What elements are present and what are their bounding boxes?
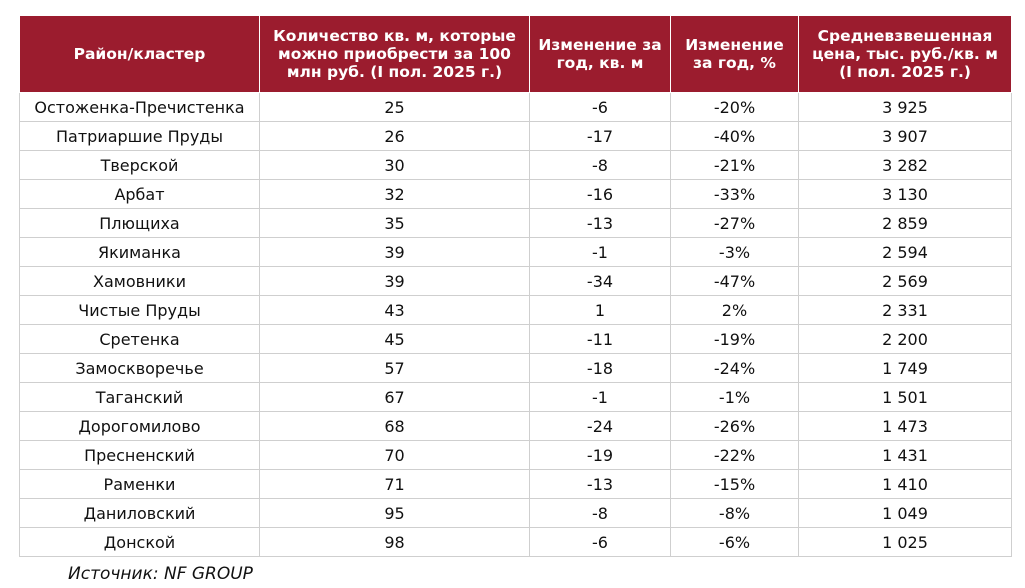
table-header [20, 16, 1012, 93]
cell-change-pct: -15% [671, 470, 799, 499]
cell-avg-price: 3 282 [799, 151, 1012, 180]
header-district: Район/кластер [20, 16, 260, 93]
cell-change-pct: -27% [671, 209, 799, 238]
cell-change-sqm: -24 [530, 412, 671, 441]
source-note: Источник: NF GROUP [68, 564, 253, 584]
cell-district: Хамовники [20, 267, 260, 296]
cell-sqm-for-100m: 67 [260, 383, 530, 412]
cell-change-pct: -40% [671, 122, 799, 151]
table-row [20, 383, 1012, 412]
cell-change-sqm: -13 [530, 470, 671, 499]
cell-avg-price: 2 200 [799, 325, 1012, 354]
cell-change-sqm: -17 [530, 122, 671, 151]
cell-change-sqm: -6 [530, 528, 671, 557]
table-body [20, 93, 1012, 557]
cell-change-pct: -1% [671, 383, 799, 412]
cell-change-pct: -26% [671, 412, 799, 441]
cell-sqm-for-100m: 39 [260, 267, 530, 296]
table-row [20, 180, 1012, 209]
cell-avg-price: 1 473 [799, 412, 1012, 441]
cell-district: Плющиха [20, 209, 260, 238]
cell-sqm-for-100m: 32 [260, 180, 530, 209]
table-row [20, 209, 1012, 238]
cell-sqm-for-100m: 39 [260, 238, 530, 267]
cell-change-sqm: -18 [530, 354, 671, 383]
cell-avg-price: 1 049 [799, 499, 1012, 528]
cell-sqm-for-100m: 35 [260, 209, 530, 238]
cell-avg-price: 3 130 [799, 180, 1012, 209]
table-row [20, 441, 1012, 470]
cell-district: Патриаршие Пруды [20, 122, 260, 151]
cell-change-sqm: -19 [530, 441, 671, 470]
cell-change-pct: -6% [671, 528, 799, 557]
cell-avg-price: 3 925 [799, 93, 1012, 122]
cell-district: Сретенка [20, 325, 260, 354]
cell-district: Чистые Пруды [20, 296, 260, 325]
cell-sqm-for-100m: 71 [260, 470, 530, 499]
cell-change-pct: -24% [671, 354, 799, 383]
table-row [20, 238, 1012, 267]
table-row [20, 93, 1012, 122]
cell-change-sqm: -8 [530, 151, 671, 180]
cell-change-pct: -33% [671, 180, 799, 209]
cell-sqm-for-100m: 95 [260, 499, 530, 528]
cell-change-sqm: -34 [530, 267, 671, 296]
cell-sqm-for-100m: 98 [260, 528, 530, 557]
cell-change-sqm: 1 [530, 296, 671, 325]
cell-change-sqm: -16 [530, 180, 671, 209]
cell-sqm-for-100m: 68 [260, 412, 530, 441]
cell-sqm-for-100m: 45 [260, 325, 530, 354]
cell-change-sqm: -1 [530, 238, 671, 267]
cell-avg-price: 3 907 [799, 122, 1012, 151]
table-row [20, 122, 1012, 151]
cell-sqm-for-100m: 30 [260, 151, 530, 180]
cell-district: Тверской [20, 151, 260, 180]
cell-avg-price: 2 331 [799, 296, 1012, 325]
table-row [20, 354, 1012, 383]
cell-avg-price: 1 431 [799, 441, 1012, 470]
cell-district: Дорогомилово [20, 412, 260, 441]
table-row [20, 499, 1012, 528]
cell-change-sqm: -1 [530, 383, 671, 412]
cell-avg-price: 2 569 [799, 267, 1012, 296]
cell-avg-price: 2 594 [799, 238, 1012, 267]
cell-district: Раменки [20, 470, 260, 499]
cell-change-sqm: -11 [530, 325, 671, 354]
table-row [20, 470, 1012, 499]
cell-change-pct: -20% [671, 93, 799, 122]
table-row [20, 412, 1012, 441]
cell-sqm-for-100m: 57 [260, 354, 530, 383]
cell-sqm-for-100m: 25 [260, 93, 530, 122]
cell-avg-price: 2 859 [799, 209, 1012, 238]
cell-district: Донской [20, 528, 260, 557]
cell-avg-price: 1 749 [799, 354, 1012, 383]
cell-district: Замоскворечье [20, 354, 260, 383]
table-row [20, 267, 1012, 296]
cell-change-sqm: -6 [530, 93, 671, 122]
cell-district: Арбат [20, 180, 260, 209]
table-row [20, 528, 1012, 557]
cell-change-pct: 2% [671, 296, 799, 325]
cell-avg-price: 1 025 [799, 528, 1012, 557]
cell-district: Остоженка-Пречистенка [20, 93, 260, 122]
cell-change-pct: -19% [671, 325, 799, 354]
cell-change-pct: -47% [671, 267, 799, 296]
cell-avg-price: 1 501 [799, 383, 1012, 412]
district-table [19, 15, 1012, 557]
cell-district: Таганский [20, 383, 260, 412]
cell-change-pct: -21% [671, 151, 799, 180]
cell-district: Даниловский [20, 499, 260, 528]
table-row [20, 325, 1012, 354]
cell-avg-price: 1 410 [799, 470, 1012, 499]
cell-change-pct: -8% [671, 499, 799, 528]
cell-sqm-for-100m: 70 [260, 441, 530, 470]
cell-change-sqm: -13 [530, 209, 671, 238]
header-change-pct: Изменение за год, % [671, 16, 799, 93]
table-row [20, 151, 1012, 180]
cell-change-pct: -3% [671, 238, 799, 267]
cell-sqm-for-100m: 26 [260, 122, 530, 151]
cell-district: Пресненский [20, 441, 260, 470]
cell-district: Якиманка [20, 238, 260, 267]
cell-change-pct: -22% [671, 441, 799, 470]
cell-change-sqm: -8 [530, 499, 671, 528]
cell-sqm-for-100m: 43 [260, 296, 530, 325]
header-change-sqm: Изменение за год, кв. м [530, 16, 671, 93]
header-sqm-for-100m: Количество кв. м, которые можно приобрести за 100 млн руб. (I пол. 2025 г.) [260, 16, 530, 93]
header-avg-price: Средневзвешенная цена, тыс. руб./кв. м (I пол. 2025 г.) [799, 16, 1012, 93]
header-row [20, 16, 1012, 93]
table-row [20, 296, 1012, 325]
